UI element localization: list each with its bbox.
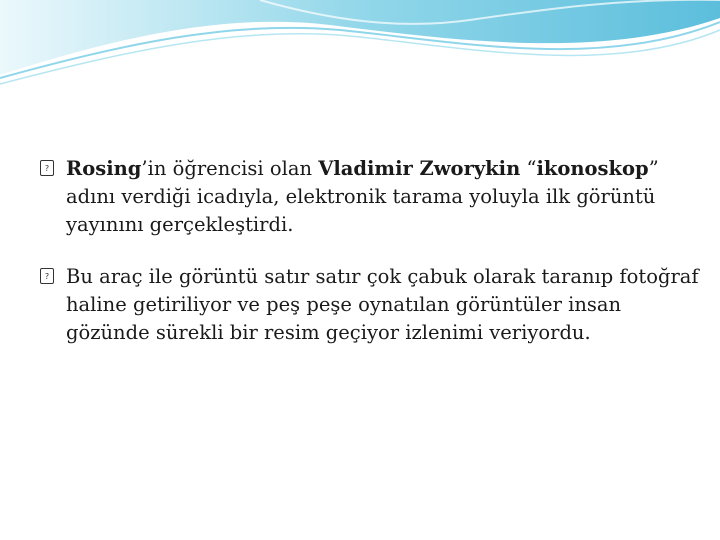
decorative-wave-header xyxy=(0,0,720,90)
unknown-glyph-icon: ? xyxy=(40,160,54,176)
bullet-text xyxy=(66,157,659,236)
bullet-item xyxy=(40,263,700,347)
bullet-text xyxy=(66,265,699,344)
unknown-glyph-icon: ? xyxy=(40,268,54,284)
text-run: ’in öğrencisi olan xyxy=(141,157,319,180)
bullet-item xyxy=(40,155,700,239)
bold-text-run: ikonoskop xyxy=(536,157,649,180)
slide-body xyxy=(40,155,700,371)
text-run: ” adını verdiği icadıyla, elektronik tarama yoluyla ilk görüntü yayınını gerçekleştirdi. xyxy=(66,157,659,236)
bold-text-run: Vladimir Zworykin xyxy=(318,157,521,180)
text-run: Bu araç ile görüntü satır satır çok çabuk olarak taranıp fotoğraf haline getiriliyor ve peş peşe oynatılan görüntüler insan gözünde sürekli bir resim geçiyor izlenimi veriyordu. xyxy=(66,265,699,344)
bold-text-run: Rosing xyxy=(66,157,142,180)
text-run: “ xyxy=(520,157,537,180)
